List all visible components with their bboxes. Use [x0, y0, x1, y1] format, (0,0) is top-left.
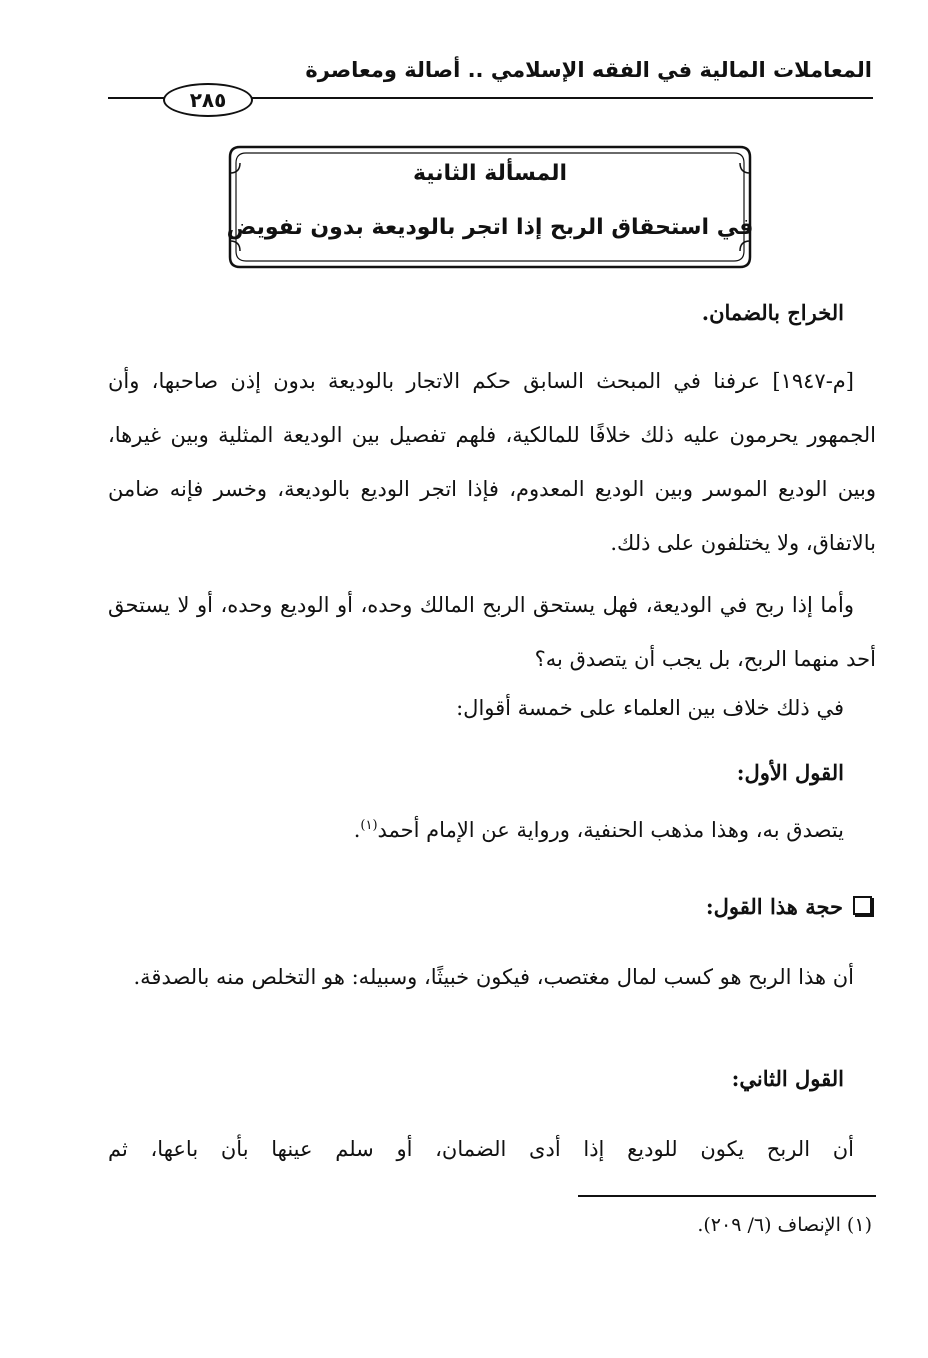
heading-proof — [706, 894, 872, 919]
paragraph-2 — [108, 578, 876, 686]
first-opinion-end: . — [353, 818, 361, 842]
paragraph-3: في ذلك خلاف بين العلماء على خمسة أقوال: — [456, 696, 844, 720]
paragraph-1-text: [م-١٩٤٧] عرفنا في المبحث السابق حكم الاتجار بالوديعة بدون إذن صاحبها، وأن الجمهور يحرمون عليه ذلك خلافًا للمالكية، فلهم تفصيل بين الوديعة المثلية وبين غيرها، وبين الوديع الموسر وبين الوديع المعدوم، فإذا اتجر الوديع بالوديعة، وخسر فإنه ضامن بالاتفاق، ولا يختلفون على ذلك. — [108, 369, 876, 555]
proof-paragraph — [108, 950, 876, 1004]
section-title: المسألة الثانية — [412, 161, 568, 186]
running-header: المعاملات المالية في الفقه الإسلامي .. أصالة ومعاصرة — [305, 58, 872, 82]
second-opinion-paragraph — [108, 1122, 876, 1176]
paragraph-1 — [108, 354, 876, 570]
heading-second-opinion: القول الثاني: — [731, 1066, 844, 1091]
first-opinion-text — [354, 818, 844, 842]
first-opinion-body: يتصدق به، وهذا مذهب الحنفية، ورواية عن الإمام أحمد — [377, 818, 844, 842]
footnote-ref-1: (١) — [360, 818, 378, 833]
section-subtitle: في استحقاق الربح إذا اتجر بالوديعة بدون تفويض — [226, 215, 754, 240]
checkbox-icon — [853, 896, 872, 915]
heading-first-opinion: القول الأول: — [736, 760, 844, 785]
page-number: ٢٨٥ — [163, 83, 253, 117]
proof-text: أن هذا الربح هو كسب لمال مغتصب، فيكون خبيثًا، وسبيله: هو التخلص منه بالصدقة. — [133, 965, 854, 989]
title-box — [226, 143, 754, 271]
heading-proof-text: حجة هذا القول: — [705, 894, 843, 919]
footnote-1: (١) الإنصاف (٦/ ٢٠٩). — [697, 1214, 872, 1236]
footnote-rule — [578, 1195, 876, 1197]
khiraj-line: الخراج بالضمان. — [701, 300, 844, 325]
second-opinion-text: أن الربح يكون للوديع إذا أدى الضمان، أو سلم عينها بأن باعها، ثم — [108, 1137, 854, 1161]
paragraph-2-text: وأما إذا ربح في الوديعة، فهل يستحق الربح المالك وحده، أو الوديع وحده، أو لا يستحق أحد منهما الربح، بل يجب أن يتصدق به؟ — [108, 593, 876, 671]
